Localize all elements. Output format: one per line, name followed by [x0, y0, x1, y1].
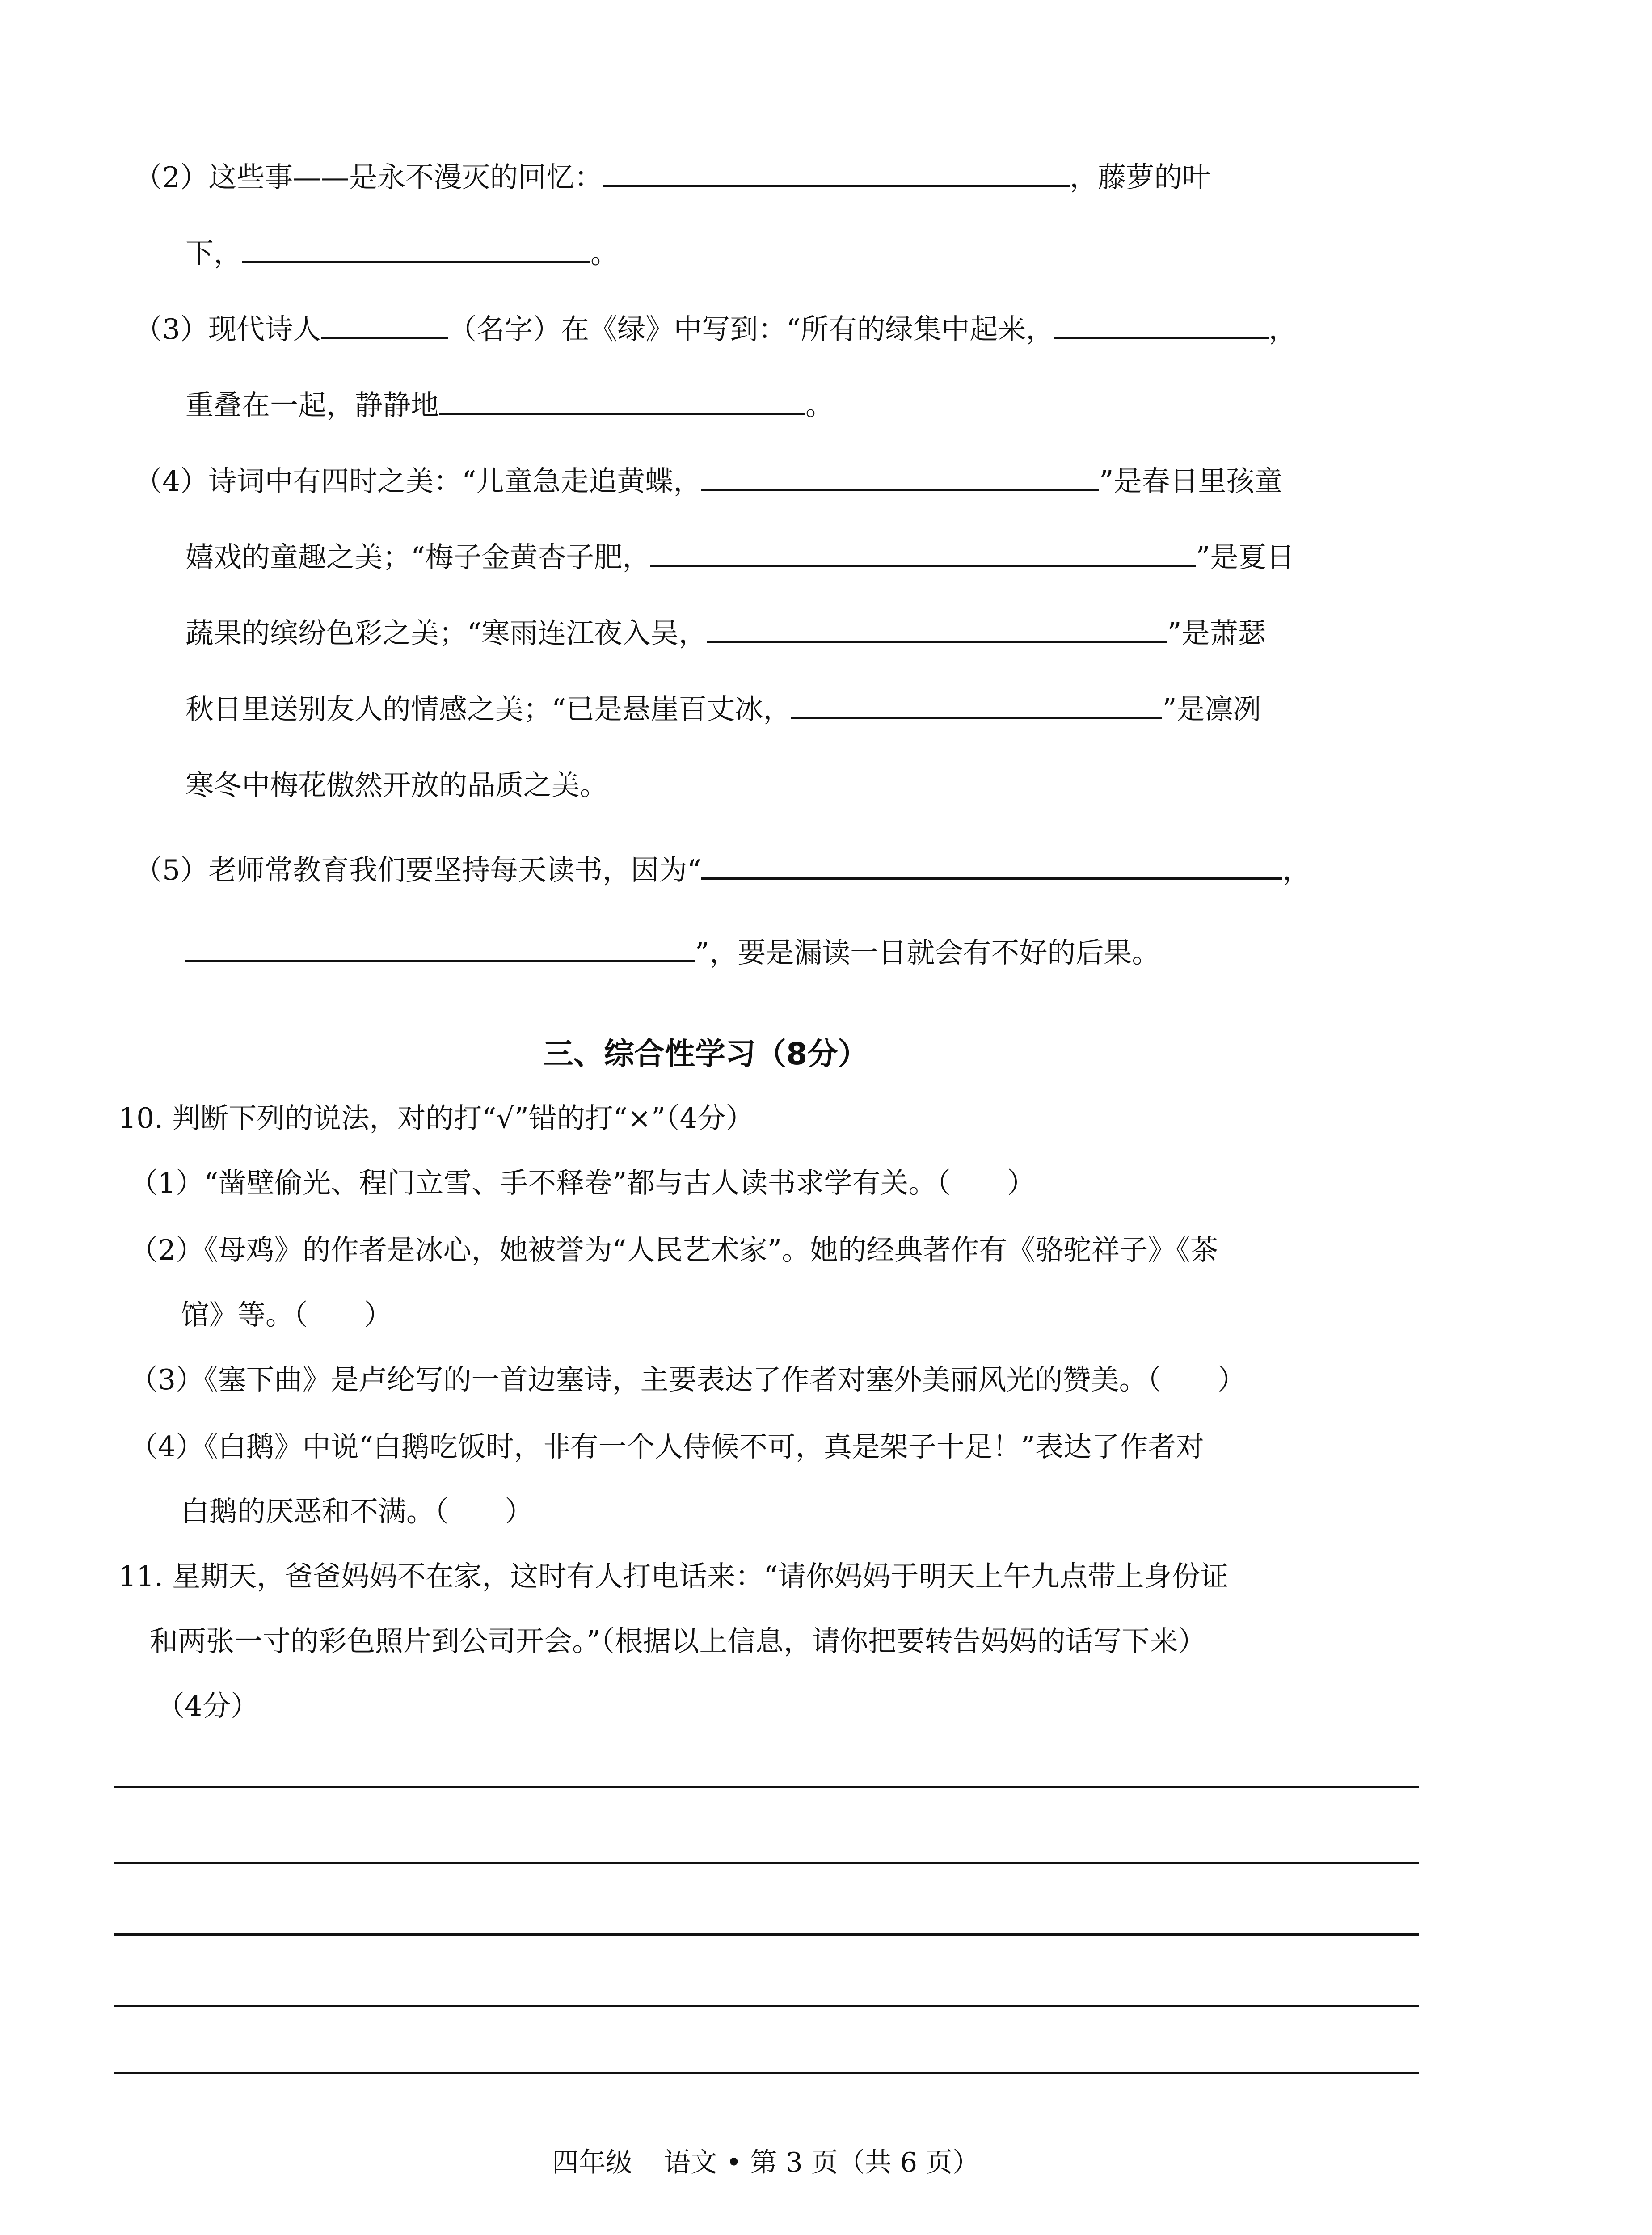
q9-item3-comma: ，: [1268, 313, 1297, 346]
q9-item3-prefix: （3）现代诗人: [134, 313, 321, 346]
section-3-title: 三、综合性学习（8分）: [543, 1037, 868, 1072]
q9-item4-l4-post: ”是凛冽: [1162, 693, 1261, 725]
q9-item5-line2: [185, 936, 1160, 969]
q9-item4-l4-pre: 秋日里送别友人的情感之美；“已是悬崖百丈冰，: [185, 693, 792, 725]
q9-item2-blank1[interactable]: [603, 163, 1070, 187]
q9-item4-line5: 寒冬中梅花傲然开放的品质之美。: [185, 769, 608, 801]
q9-item4-l2-pre: 嬉戏的童趣之美；“梅子金黄杏子肥，: [185, 541, 651, 574]
q9-item3-blank-poet[interactable]: [321, 315, 448, 339]
q9-item3-line2-prefix: 重叠在一起，静静地: [185, 389, 439, 422]
q9-item3-blank1[interactable]: [1054, 315, 1268, 339]
q10-statement-2-line2: 馆》等。（ ）: [181, 1299, 392, 1331]
q11-line3: （4分）: [156, 1690, 259, 1722]
q9-item5-blank1[interactable]: [701, 856, 1282, 880]
q9-item4-line3: [185, 619, 1266, 647]
q11-line1: 11. 星期天，爸爸妈妈不在家，这时有人打电话来：“请你妈妈于明天上午九点带上身份证: [118, 1560, 1229, 1593]
q10-statement-3: （3）《塞下曲》是卢纶写的一首边塞诗，主要表达了作者对塞外美丽风光的赞美。（ ）: [130, 1363, 1246, 1396]
q10-stem: 10. 判断下列的说法，对的打“√”错的打“×”（4分）: [118, 1102, 754, 1134]
q9-item3-end: 。: [805, 389, 834, 422]
q9-item4-l1-post: ”是春日里孩童: [1099, 465, 1283, 498]
footer-grade: 四年级: [552, 2147, 632, 2178]
q9-item2-line2: [185, 237, 619, 270]
q9-item4-blank2[interactable]: [650, 543, 1196, 567]
q9-item5-prefix: （5）老师常教育我们要坚持每天读书，因为“: [134, 854, 702, 886]
q9-item5-blank2[interactable]: [185, 939, 695, 962]
q9-item4-blank3[interactable]: [707, 619, 1167, 643]
answer-line-3[interactable]: [114, 1933, 1419, 1936]
q10-statement-2-line1: （2）《母鸡》的作者是冰心，她被誉为“人民艺术家”。她的经典著作有《骆驼祥子》《茶: [130, 1234, 1218, 1266]
q9-item4-line4: [185, 695, 1261, 723]
q9-item4-l3-post: ”是萧瑟: [1167, 617, 1266, 649]
q9-item4-l3-pre: 蔬果的缤纷色彩之美；“寒雨连江夜入吴，: [185, 617, 707, 649]
q9-item5-l2-post: ”，要是漏读一日就会有不好的后果。: [695, 936, 1160, 969]
answer-line-5[interactable]: [114, 2072, 1419, 2074]
q9-item4-blank4[interactable]: [791, 695, 1162, 719]
q9-item2-line2-prefix: 下，: [185, 237, 242, 270]
q9-item4-l2-post: ”是夏日: [1196, 541, 1295, 574]
q9-item2-prefix: （2）这些事——是永不漫灭的回忆：: [134, 161, 603, 194]
page-footer: [552, 2141, 979, 2180]
q9-item3-mid: （名字）在《绿》中写到：“所有的绿集中起来，: [448, 313, 1054, 346]
q9-item4-l1-pre: （4）诗词中有四时之美：“儿童急走追黄蝶，: [134, 465, 702, 498]
q9-item3-blank2[interactable]: [439, 391, 805, 415]
answer-line-2[interactable]: [114, 1862, 1419, 1864]
q10-statement-1: （1）“凿壁偷光、程门立雪、手不释卷”都与古人读书求学有关。（ ）: [130, 1167, 1035, 1199]
q9-item5-line1: [134, 856, 1311, 884]
q9-item4-line1: [134, 465, 1283, 498]
q11-line2: 和两张一寸的彩色照片到公司开会。”（根据以上信息，请你把要转告妈妈的话写下来）: [150, 1625, 1206, 1657]
q9-item5-comma: ，: [1282, 854, 1311, 886]
answer-line-4[interactable]: [114, 2005, 1419, 2007]
footer-subject-page: 语文 • 第 3 页（共 6 页）: [664, 2147, 980, 2178]
q10-statement-4-line1: （4）《白鹅》中说“白鹅吃饭时，非有一个人侍候不可，真是架子十足！”表达了作者对: [130, 1430, 1204, 1463]
q9-item3-line1: [134, 313, 1297, 346]
q10-statement-4-line2: 白鹅的厌恶和不满。（ ）: [181, 1495, 533, 1528]
q9-item2-end: 。: [590, 237, 619, 270]
answer-line-1[interactable]: [114, 1786, 1419, 1788]
q9-item2-mid: ，藤萝的叶: [1070, 161, 1211, 194]
q9-item4-blank1[interactable]: [701, 467, 1099, 491]
q9-item2-blank2[interactable]: [242, 239, 590, 263]
q9-item3-line2: [185, 389, 834, 422]
q9-item2-line1: [134, 161, 1211, 194]
q9-item4-line2: [185, 541, 1295, 574]
